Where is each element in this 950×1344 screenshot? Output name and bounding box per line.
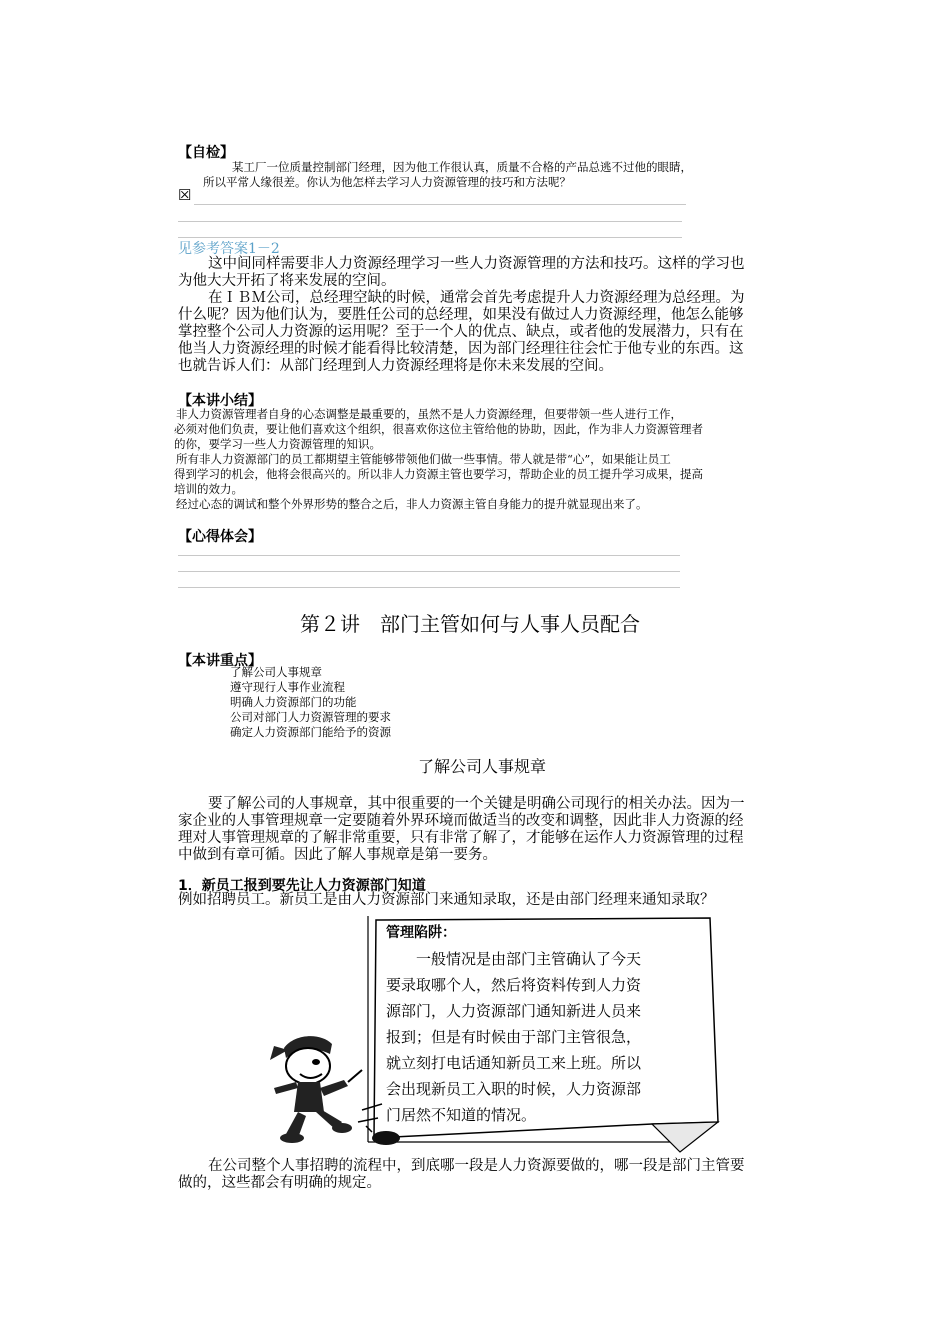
para3-line3: 理对人事管理规章的了解非常重要，只有非常了解了，才能够在运作人力资源管理的过程 [178,830,744,846]
running-character-illustration [262,1030,412,1150]
answer-line [178,221,682,222]
summary-line: 培训的效力。 [174,482,243,496]
summary-heading: 【本讲小结】 [178,393,262,409]
para2-line1: 在ＩＢＭ公司，总经理空缺的时候，通常会首先考虑提升人力资源经理为总经理。为 [208,290,745,306]
self-check-text-line2: 所以平常人缘很差。你认为他怎样去学习人力资源管理的技巧和方法呢？ [203,175,571,189]
callout-line: 门居然不知道的情况。 [386,1106,537,1124]
summary-line: 非人力资源管理者自身的心态调整是最重要的，虽然不是人力资源经理，但要带领一些人进行工作， [176,407,682,421]
summary-line: 的你，要学习一些人力资源管理的知识。 [174,437,381,451]
para1-line2: 为他大大开拓了将来发展的空间。 [178,273,396,289]
key-point-item: 了解公司人事规章 [230,665,322,679]
para4-line1: 在公司整个人事招聘的流程中，到底哪一段是人力资源要做的，哪一段是部门主管要 [208,1158,745,1174]
key-point-item: 遵守现行人事作业流程 [230,680,345,694]
item1-heading: 1．新员工报到要先让人力资源部门知道 [178,878,426,894]
para4-line2: 做的，这些都会有明确的规定。 [178,1175,381,1191]
summary-line: 所有非人力资源部门的员工都期望主管能够带领他们做一些事情。带人就是带“心”，如果能让员工 [176,452,671,466]
reflection-heading: 【心得体会】 [178,529,262,545]
para3-line4: 中做到有章可循。因此了解人事规章是第一要务。 [178,847,497,863]
para3-line1: 要了解公司的人事规章，其中很重要的一个关键是明确公司现行的相关办法。因为一 [208,796,745,812]
self-check-text-line1: 某工厂一位质量控制部门经理，因为他工作很认真，质量不合格的产品总逃不过他的眼睛， [232,160,692,174]
answer-line [194,204,686,205]
callout-line: 就立刻打电话通知新员工来上班。所以 [386,1054,642,1072]
lecture-title: 第２讲 部门主管如何与人事人员配合 [300,612,640,636]
key-point-item: 确定人力资源部门能给予的资源 [230,725,391,739]
item1-text: 例如招聘员工。新员工是由人力资源部门来通知录取，还是由部门经理来通知录取？ [178,892,715,908]
checkbox-icon[interactable]: ☒ [178,186,192,204]
self-check-heading: 【自检】 [178,145,234,161]
callout-line: 源部门，人力资源部门通知新进人员来 [386,1002,642,1020]
reflection-line [178,571,680,572]
reflection-line [178,555,680,556]
para3-line2: 家企业的人事管理规章一定要随着外界环境而做适当的改变和调整，因此非人力资源的经 [178,813,744,829]
callout-line: 会出现新员工入职的时候，人力资源部 [386,1080,642,1098]
para2-line5: 也就告诉人们：从部门经理到人力资源经理将是你未来发展的空间。 [178,358,613,374]
key-point-item: 公司对部门人力资源管理的要求 [230,710,391,724]
callout-line: 一般情况是由部门主管确认了今天 [416,950,642,968]
summary-line: 得到学习的机会，他将会很高兴的。所以非人力资源主管也要学习，帮助企业的员工提升学习成果，提高 [174,467,703,481]
page-curl-icon [652,1122,718,1152]
answer-reference-link[interactable]: 见参考答案1－2 [178,241,280,257]
callout-line: 要录取哪个人，然后将资料传到人力资 [386,976,642,994]
para2-line4: 他当人力资源经理的时候才能看得比较清楚，因为部门经理往往会忙于他专业的东西。这 [178,341,744,357]
para2-line2: 什么呢？因为他们认为，要胜任公司的总经理，如果没有做过人力资源经理，他怎么能够 [178,307,744,323]
summary-line: 必须对他们负责，要让他们喜欢这个组织，很喜欢你这位主管给他的协助，因此，作为非人力资源管理者 [174,422,703,436]
section-title: 了解公司人事规章 [418,757,547,776]
summary-line: 经过心态的调试和整个外界形势的整合之后，非人力资源主管自身能力的提升就显现出来了。 [176,497,648,511]
para1-line1: 这中间同样需要非人力资源经理学习一些人力资源管理的方法和技巧。这样的学习也 [208,256,745,272]
callout-title: 管理陷阱： [386,925,456,941]
para2-line3: 掌控整个公司人力资源的运用呢？至于一个人的优点、缺点，或者他的发展潜力，只有在 [178,324,744,340]
callout-line: 报到；但是有时候由于部门主管很急， [386,1028,642,1046]
reflection-line [178,587,680,588]
key-points-heading: 【本讲重点】 [178,653,262,669]
key-point-item: 明确人力资源部门的功能 [230,695,357,709]
